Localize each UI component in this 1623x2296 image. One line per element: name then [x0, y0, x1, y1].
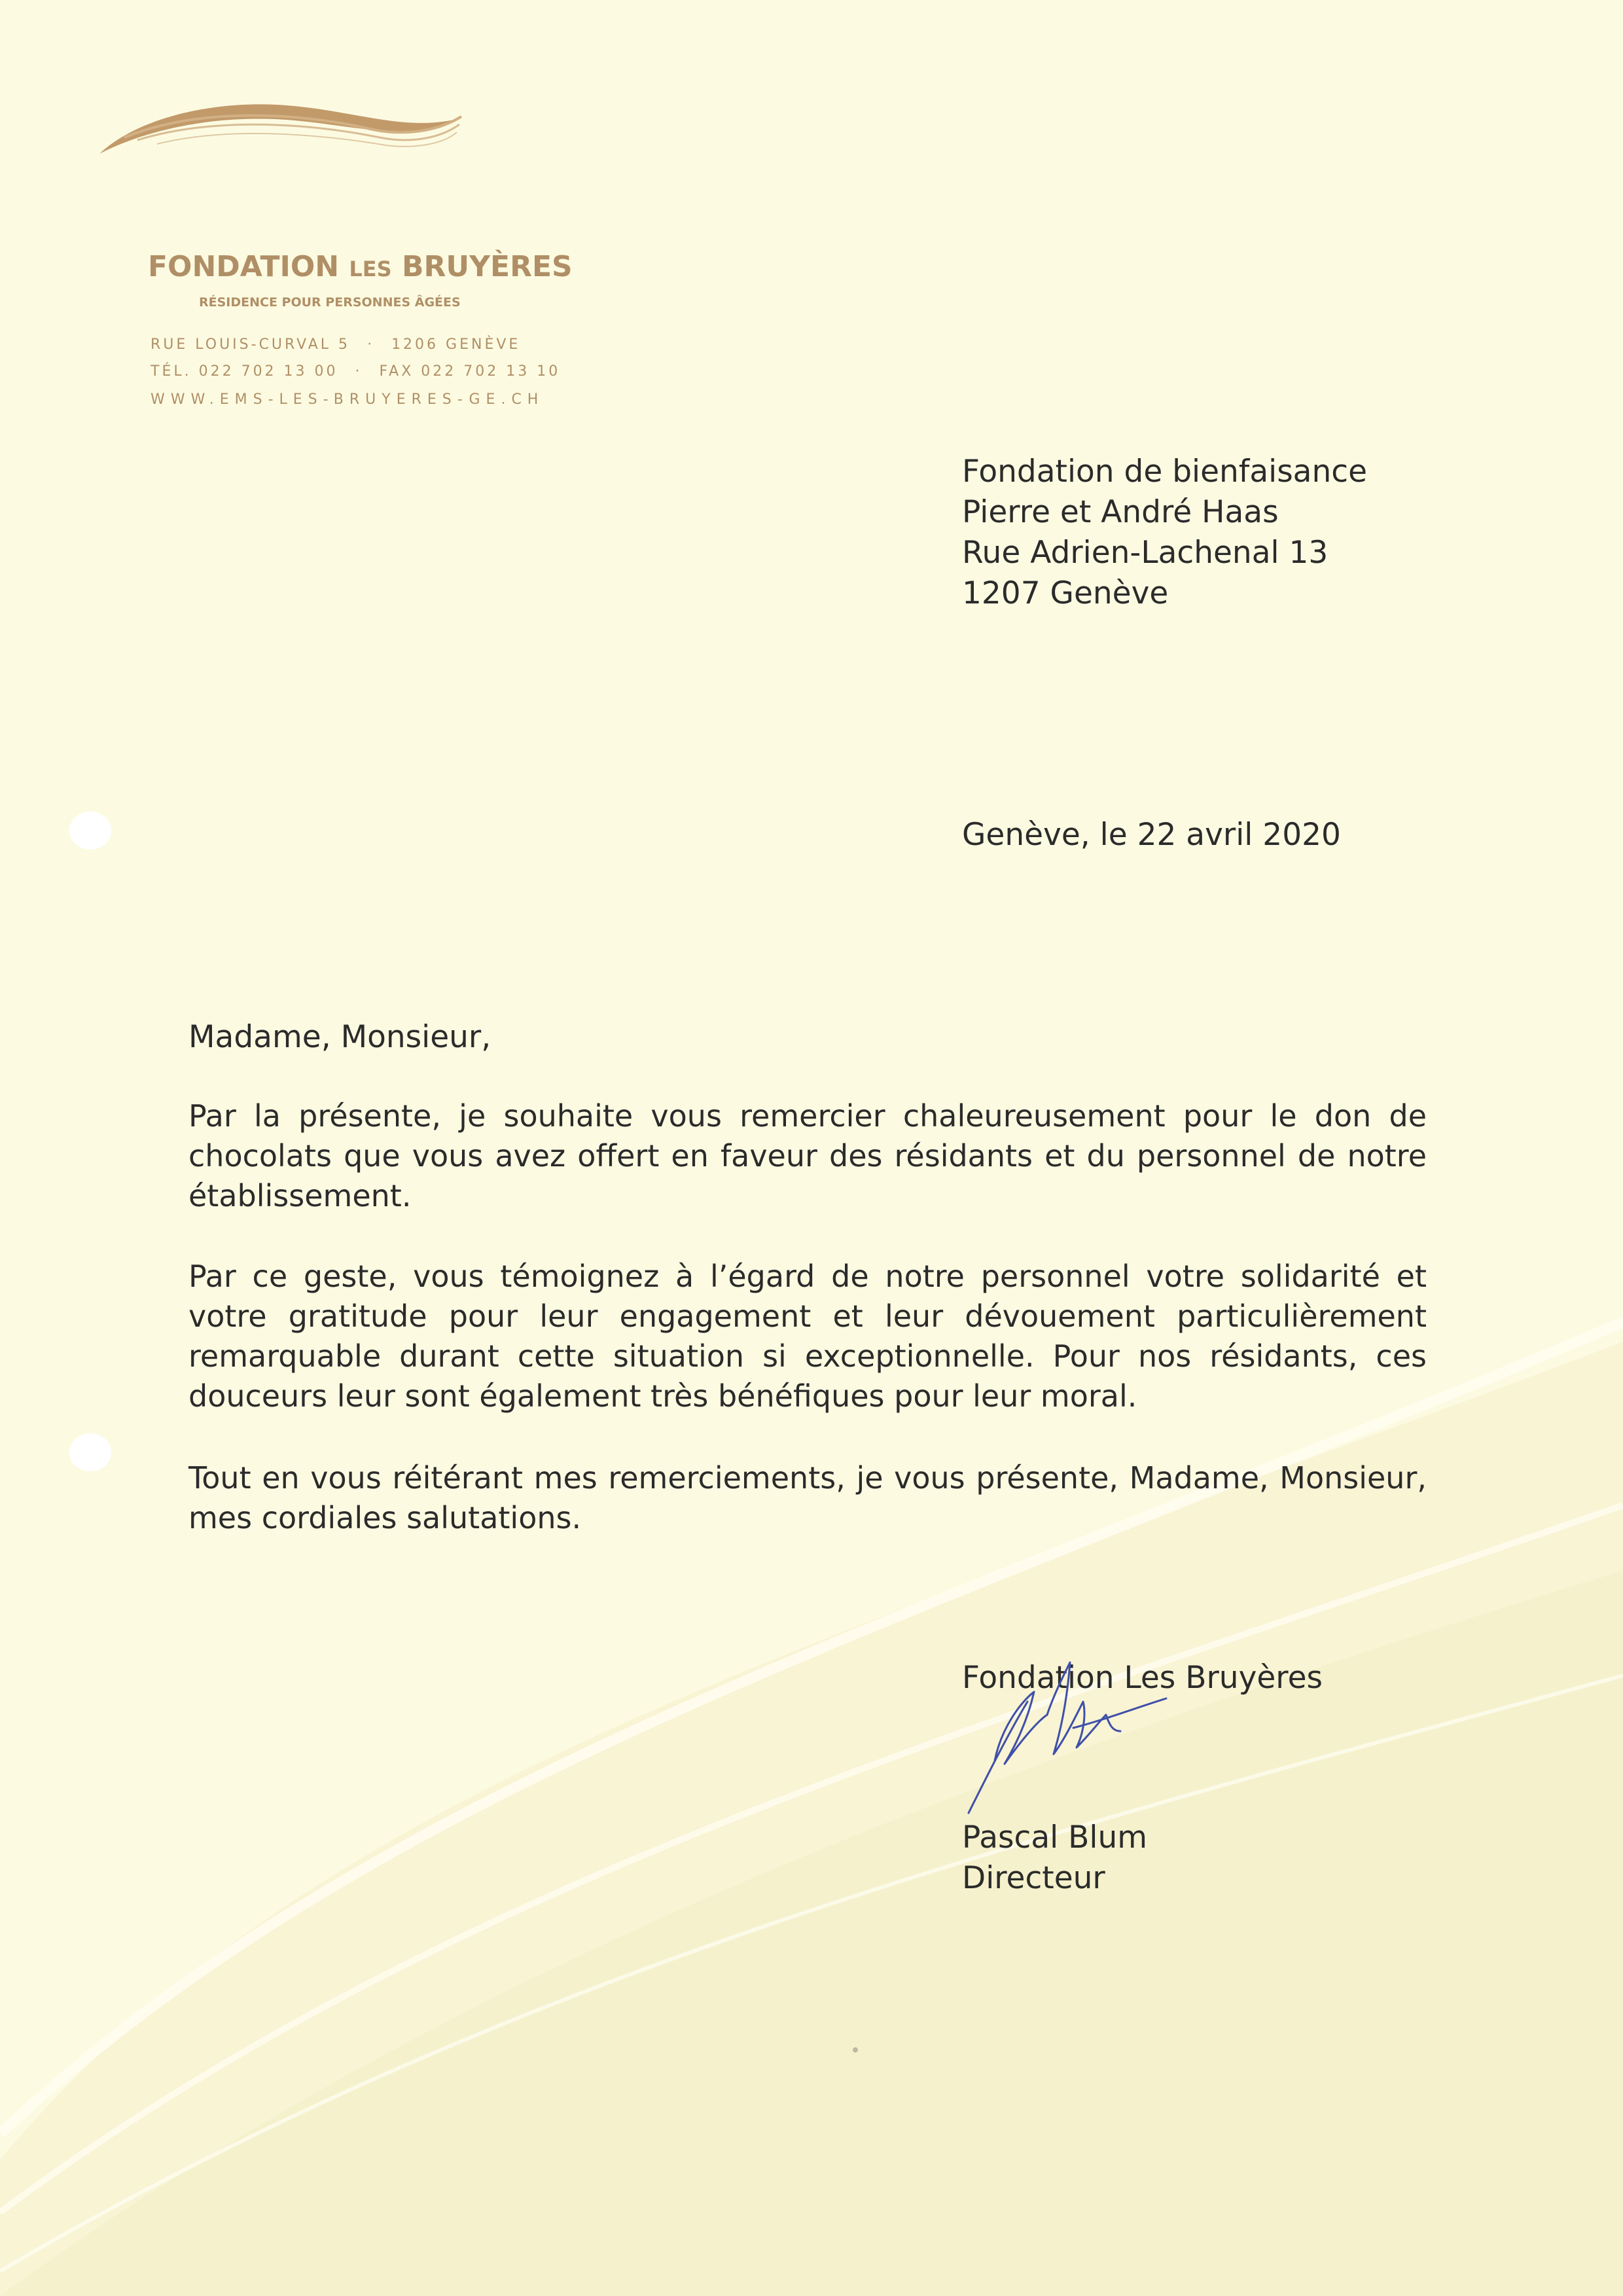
- address-city: 1206 GENÈVE: [391, 336, 521, 353]
- recipient-line: 1207 Genève: [962, 575, 1169, 611]
- recipient-line: Pierre et André Haas: [962, 494, 1279, 530]
- separator-dot: ·: [355, 363, 363, 380]
- org-name-word: BRUYÈRES: [402, 250, 573, 283]
- contact-address: [151, 336, 520, 353]
- contact-phone-fax: [151, 363, 560, 380]
- org-name-word: FONDATION: [148, 250, 340, 283]
- phone-number: TÉL. 022 702 13 00: [151, 363, 338, 380]
- salutation: Madame, Monsieur,: [188, 1019, 491, 1055]
- paper-speck: [853, 2047, 858, 2053]
- organization-subtitle: RÉSIDENCE POUR PERSONNES ÂGÉES: [199, 295, 461, 310]
- signatory-name: Pascal Blum: [962, 1820, 1148, 1856]
- organization-name: [148, 250, 573, 283]
- punch-hole: [69, 1433, 111, 1471]
- recipient-address: [962, 452, 1367, 614]
- punch-hole: [69, 812, 111, 850]
- contact-website: WWW.EMS-LES-BRUYERES-GE.CH: [151, 391, 544, 408]
- body-paragraph: Par ce geste, vous témoignez à l’égard de notre personnel votre solidarité et votre gratitude pour leur engagement et leur dévouement particulièrement remarquable durant cette situation si exceptionnelle. Pour nos résidants, ces douceurs leur sont également très bénéfiques pour leur moral.: [188, 1259, 1427, 1414]
- signatory-title: Directeur: [962, 1860, 1105, 1896]
- letter-date: Genève, le 22 avril 2020: [962, 817, 1341, 853]
- signature-organization: Fondation Les Bruyères: [962, 1660, 1323, 1696]
- handwritten-signature-icon: [949, 1623, 1185, 1820]
- fax-number: FAX 022 702 13 10: [379, 363, 561, 380]
- org-name-word: LES: [349, 257, 392, 281]
- logo-swoosh-icon: [98, 92, 465, 157]
- recipient-line: Fondation de bienfaisance: [962, 454, 1368, 490]
- body-paragraph: Par la présente, je souhaite vous remercier chaleureusement pour le don de chocolats que vous avez offert en faveur des résidants et du personnel de notre établissement.: [188, 1098, 1427, 1213]
- separator-dot: ·: [367, 336, 375, 353]
- body-paragraph: Tout en vous réitérant mes remerciements, je vous présente, Madame, Monsieur, mes cordiales salutations.: [188, 1460, 1427, 1535]
- letterhead: [98, 92, 573, 408]
- recipient-line: Rue Adrien-Lachenal 13: [962, 535, 1329, 571]
- address-street: RUE LOUIS-CURVAL 5: [151, 336, 351, 353]
